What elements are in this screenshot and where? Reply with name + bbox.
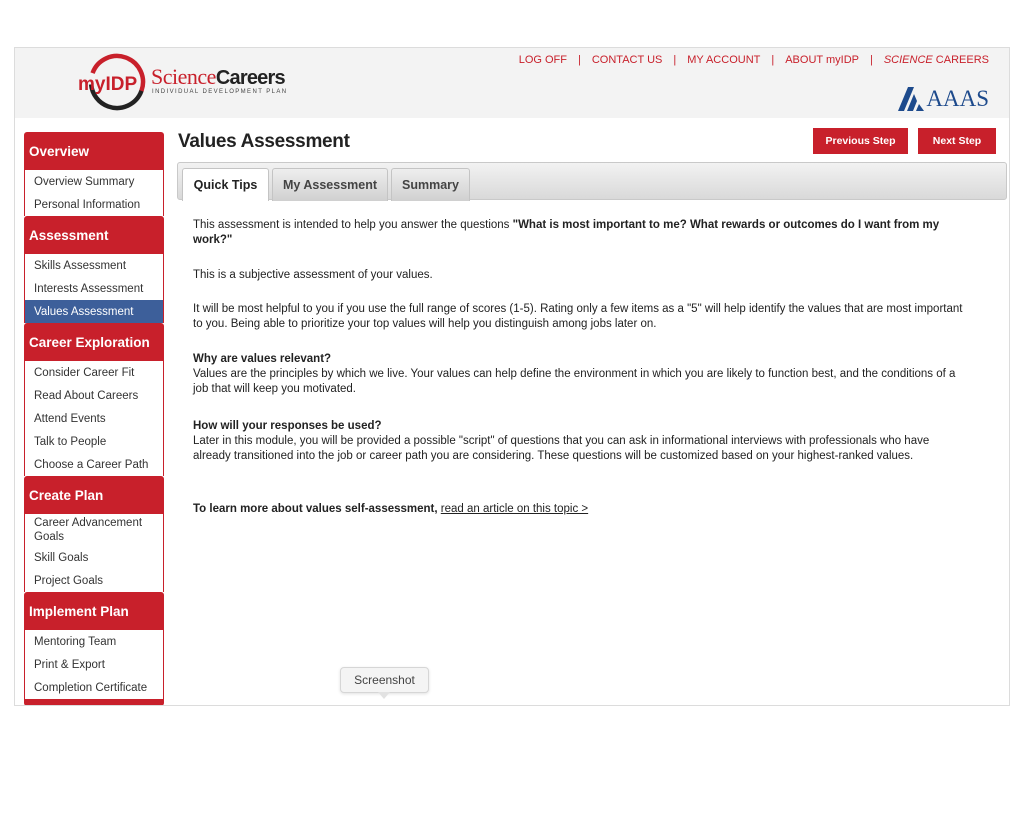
screenshot-tooltip: Screenshot <box>340 667 429 693</box>
how-heading: How will your responses be used? <box>193 420 382 432</box>
sidebar-section-career-exploration[interactable]: Career Exploration <box>24 323 164 361</box>
idp-subtitle: INDIVIDUAL DEVELOPMENT PLAN <box>152 89 288 95</box>
sidebar-item-attend-events[interactable]: Attend Events <box>34 412 106 425</box>
browser-page <box>14 47 1010 706</box>
sidebar-item-read-about-careers[interactable]: Read About Careers <box>34 389 139 402</box>
tab-my-assessment[interactable]: My Assessment <box>272 168 388 201</box>
site-header <box>15 48 1010 118</box>
next-step-button[interactable]: Next Step <box>918 128 996 154</box>
sidebar-item-overview-summary[interactable]: Overview Summary <box>34 175 135 188</box>
top-nav <box>519 54 989 66</box>
sidebar-section-list <box>24 361 164 476</box>
science-careers-title[interactable] <box>151 64 285 90</box>
sidebar-section-list <box>24 514 164 592</box>
aaas-mark-icon <box>898 87 924 111</box>
nav-separator: | <box>771 54 775 66</box>
tab-quick-tips[interactable]: Quick Tips <box>182 168 269 201</box>
sidebar-section-list <box>24 630 164 699</box>
sidebar-section-assessment[interactable]: Assessment <box>24 216 164 254</box>
learn-more-text: To learn more about values self-assessment, <box>193 503 438 515</box>
nav-separator: | <box>673 54 677 66</box>
article-link[interactable]: read an article on this topic > <box>440 503 589 515</box>
careers-rest: CAREERS <box>932 54 989 66</box>
why-heading: Why are values relevant? <box>193 353 332 365</box>
tooltip-arrow <box>378 692 390 699</box>
sidebar-footer <box>24 699 164 706</box>
sidebar-section-overview[interactable]: Overview <box>24 132 164 170</box>
sidebar-item-choose-a-career-path[interactable]: Choose a Career Path <box>34 458 149 471</box>
myidp-logo[interactable] <box>77 52 147 112</box>
sidebar-item-skills-assessment[interactable]: Skills Assessment <box>34 259 127 272</box>
learn-more-paragraph <box>193 502 963 517</box>
aaas-logo[interactable] <box>898 86 989 112</box>
intro-plain: This assessment is intended to help you answer the questions <box>193 219 513 231</box>
sidebar-item-skill-goals[interactable]: Skill Goals <box>34 551 89 564</box>
my-account-link[interactable]: MY ACCOUNT <box>687 54 761 66</box>
sidebar-item-consider-career-fit[interactable]: Consider Career Fit <box>34 366 135 379</box>
logo-text: myIDP <box>78 74 138 95</box>
sidebar-section-implement-plan[interactable]: Implement Plan <box>24 592 164 630</box>
why-paragraph: Values are the principles by which we live. Your values can help define the environment in which you are likely to function best, and the conditions of a job that will keep you motivated. <box>193 368 956 395</box>
sidebar-item-interests-assessment[interactable]: Interests Assessment <box>34 282 144 295</box>
aaas-text: AAAS <box>926 86 989 111</box>
sidebar-section-list <box>24 254 164 323</box>
scores-paragraph: It will be most helpful to you if you use the full range of scores (1-5). Rating only a few items as a "5" will help identify the values that are most important to you. Being able to prioritize your top values will help you distinguish among jobs later on. <box>193 303 963 330</box>
sidebar-section-list <box>24 170 164 216</box>
tab-bar <box>177 162 1007 200</box>
how-paragraph: Later in this module, you will be provided a possible "script" of questions that you can ask in informational interviews with professionals who have already transitioned into the job or career path you are considering. These questions will be customized based on your highest-ranked values. <box>193 435 930 462</box>
sidebar-item-personal-information[interactable]: Personal Information <box>34 198 141 211</box>
title-careers: Careers <box>215 67 285 89</box>
nav-separator: | <box>869 54 873 66</box>
sidebar-nav <box>24 132 164 706</box>
sidebar-item-print-export[interactable]: Print & Export <box>34 658 105 671</box>
science-em: SCIENCE <box>883 54 933 66</box>
about-myidp-link[interactable]: ABOUT myIDP <box>785 54 859 66</box>
nav-separator: | <box>578 54 581 66</box>
log-off-link[interactable]: LOG OFF <box>518 54 567 66</box>
sidebar-section-create-plan[interactable]: Create Plan <box>24 476 164 514</box>
subjective-paragraph: This is a subjective assessment of your values. <box>193 269 433 281</box>
intro-questions: "What is most important to me? What rewards or outcomes do I want from my work?" <box>193 219 940 246</box>
sidebar-item-values-assessment[interactable]: Values Assessment <box>25 300 163 323</box>
sidebar-item-project-goals[interactable]: Project Goals <box>34 574 104 587</box>
sidebar-item-mentoring-team[interactable]: Mentoring Team <box>34 635 117 648</box>
contact-us-link[interactable]: CONTACT US <box>591 54 663 66</box>
title-science: Science <box>151 64 216 89</box>
tab-summary[interactable]: Summary <box>391 168 470 201</box>
page-title: Values Assessment <box>178 131 350 152</box>
science-careers-link[interactable] <box>884 54 989 66</box>
sidebar-item-career-advancement-goals[interactable]: Career Advancement Goals <box>34 517 143 543</box>
sidebar-item-completion-certificate[interactable]: Completion Certificate <box>34 681 148 694</box>
intro-paragraph <box>193 218 963 248</box>
sidebar-item-talk-to-people[interactable]: Talk to People <box>34 435 107 448</box>
previous-step-button[interactable]: Previous Step <box>813 128 908 154</box>
